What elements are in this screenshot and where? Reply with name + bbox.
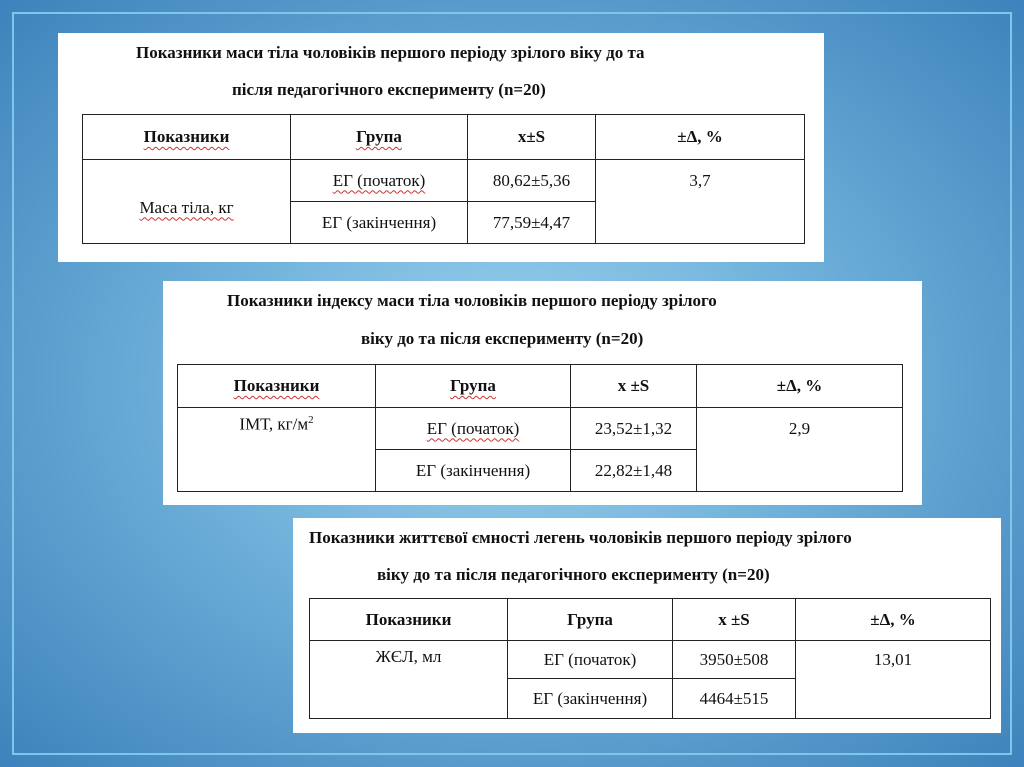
delta-cell-empty xyxy=(697,450,903,492)
header-delta: ±Δ, % xyxy=(596,115,805,160)
header-group: Група xyxy=(508,599,673,641)
header-delta: ±Δ, % xyxy=(697,365,903,408)
table-title-line1: Показники життєвої ємності легень чоловіків першого періоду зрілого xyxy=(309,528,852,547)
data-table xyxy=(177,364,903,492)
group-cell: ЕГ (початок) xyxy=(508,641,673,679)
table-title-line2: віку до та після педагогічного експерименту (n=20) xyxy=(377,565,770,584)
group-cell: ЕГ (початок) xyxy=(291,160,468,202)
header-mean-sd: x ±S xyxy=(571,365,697,408)
indicator-cell: ЖЄЛ, мл xyxy=(310,641,508,719)
value-cell: 22,82±1,48 xyxy=(571,450,697,492)
header-indicator: Показники xyxy=(310,599,508,641)
value-cell: 4464±515 xyxy=(673,679,796,719)
delta-cell-empty xyxy=(596,202,805,244)
header-mean-sd: x±S xyxy=(468,115,596,160)
value-cell: 23,52±1,32 xyxy=(571,408,697,450)
header-delta: ±Δ, % xyxy=(796,599,991,641)
header-indicator: Показники xyxy=(83,115,291,160)
value-cell: 77,59±4,47 xyxy=(468,202,596,244)
value-cell: 80,62±5,36 xyxy=(468,160,596,202)
group-cell: ЕГ (закінчення) xyxy=(508,679,673,719)
data-table xyxy=(309,598,991,719)
group-cell: ЕГ (закінчення) xyxy=(376,450,571,492)
delta-cell: 13,01 xyxy=(796,641,991,679)
table-panel-bmi xyxy=(163,281,922,505)
delta-cell: 2,9 xyxy=(697,408,903,450)
group-cell: ЕГ (початок) xyxy=(376,408,571,450)
value-cell: 3950±508 xyxy=(673,641,796,679)
indicator-cell: ІМТ, $кг/м^2$ xyxy=(178,408,376,492)
delta-cell: 3,7 xyxy=(596,160,805,202)
table-title-line1: Показники маси тіла чоловіків першого періоду зрілого віку до та xyxy=(136,43,645,62)
delta-cell-empty xyxy=(796,679,991,719)
table-title-line1: Показники індексу маси тіла чоловіків першого періоду зрілого xyxy=(227,291,717,310)
table-title-line2: після педагогічного експерименту (n=20) xyxy=(232,80,546,99)
header-group: Група xyxy=(291,115,468,160)
header-indicator: Показники xyxy=(178,365,376,408)
header-mean-sd: x ±S xyxy=(673,599,796,641)
table-title-line2: віку до та після експерименту (n=20) xyxy=(361,329,644,348)
group-cell: ЕГ (закінчення) xyxy=(291,202,468,244)
header-group: Група xyxy=(376,365,571,408)
indicator-cell: Маса тіла, кг xyxy=(83,160,291,244)
table-panel-vital-capacity xyxy=(293,518,1001,733)
data-table xyxy=(82,114,805,244)
table-panel-body-mass xyxy=(58,33,824,262)
